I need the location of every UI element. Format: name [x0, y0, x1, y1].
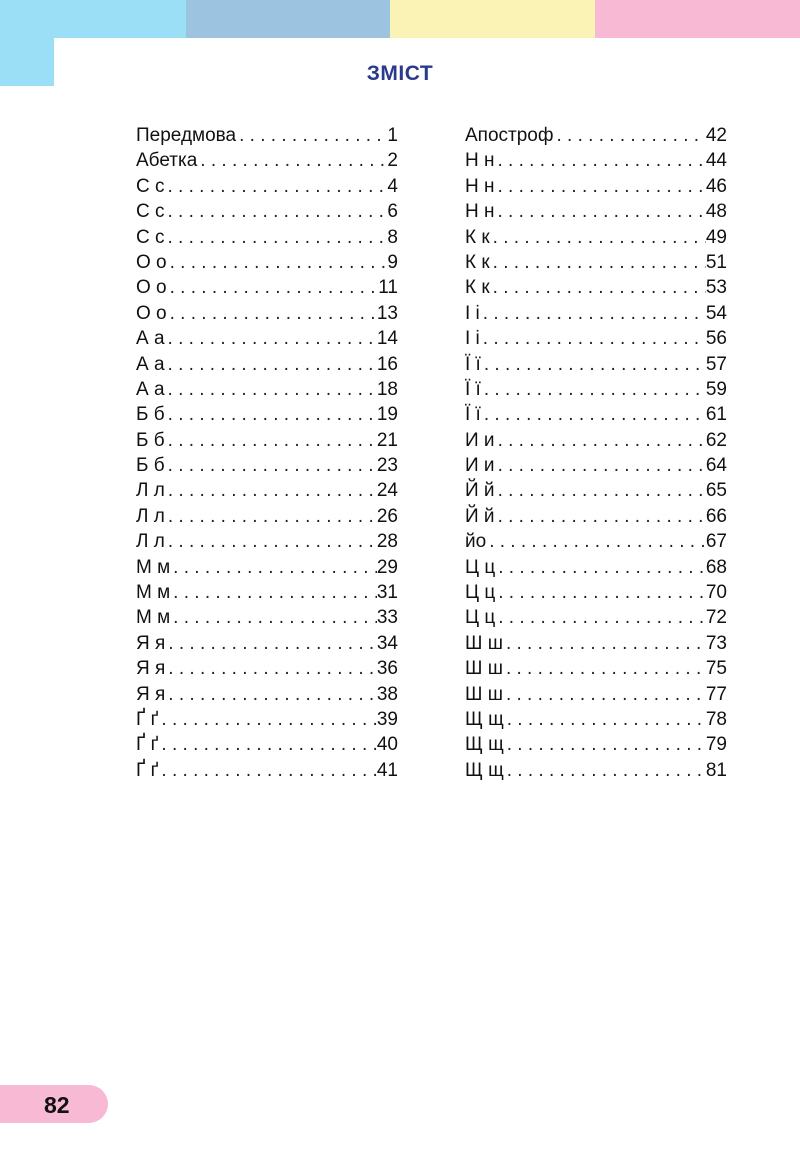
- header-band-blue: [0, 0, 186, 38]
- toc-entry-page: 75: [705, 658, 727, 680]
- toc-dot-leader: [495, 580, 706, 605]
- toc-entry: [136, 758, 398, 783]
- toc-entry-page: 48: [705, 201, 727, 223]
- toc-dot-leader: [490, 275, 706, 300]
- toc-entry-label: С с: [136, 226, 165, 248]
- toc-entry-page: 41: [376, 759, 398, 781]
- toc-entry-label: Ц ц: [465, 582, 496, 604]
- toc-entry-page: 39: [376, 708, 398, 730]
- toc-entry: [136, 428, 398, 453]
- toc-entry: [136, 402, 398, 427]
- toc-entry: [465, 555, 727, 580]
- toc-dot-leader: [165, 377, 377, 402]
- toc-entry-page: 26: [376, 505, 398, 527]
- toc-entry-label: Щ щ: [465, 734, 504, 756]
- toc-dot-leader: [486, 529, 706, 554]
- toc-entry: [136, 352, 398, 377]
- toc-entry: [136, 250, 398, 275]
- toc-dot-leader: [495, 605, 706, 630]
- toc-entry-page: 14: [376, 328, 398, 350]
- toc-entry-page: 49: [705, 226, 727, 248]
- toc-entry: [136, 123, 398, 148]
- toc-entry-page: 44: [705, 150, 727, 172]
- toc-entry-page: 64: [705, 455, 727, 477]
- toc-entry-page: 56: [705, 328, 727, 350]
- toc-entry-page: 33: [376, 607, 398, 629]
- toc-dot-leader: [158, 758, 376, 783]
- toc-entry-page: 13: [376, 302, 398, 324]
- toc-dot-leader: [495, 504, 706, 529]
- toc-entry: [465, 580, 727, 605]
- toc-entry-page: 57: [705, 353, 727, 375]
- toc-entry-page: 11: [378, 277, 398, 299]
- toc-dot-leader: [158, 732, 376, 757]
- toc-entry-page: 34: [376, 632, 398, 654]
- toc-dot-leader: [495, 555, 706, 580]
- toc-entry: [465, 656, 727, 681]
- toc-entry-page: 78: [705, 708, 727, 730]
- toc-dot-leader: [495, 148, 706, 173]
- page-number: 82: [44, 1092, 70, 1118]
- toc-entry-label: С с: [136, 201, 165, 223]
- toc-entry: [136, 377, 398, 402]
- toc-entry-label: І і: [465, 302, 480, 324]
- header-band-pink: [595, 0, 800, 38]
- toc-dot-leader: [236, 123, 386, 148]
- toc-dot-leader: [490, 250, 706, 275]
- toc-entry-label: И и: [465, 429, 495, 451]
- toc-entry-page: 1: [387, 125, 398, 146]
- toc-entry-page: 81: [705, 759, 727, 781]
- toc-entry: [136, 529, 398, 554]
- toc-entry: [465, 326, 727, 351]
- toc-entry: [465, 174, 727, 199]
- toc-entry: [136, 605, 398, 630]
- toc-entry: [136, 707, 398, 732]
- toc-entry-page: 67: [705, 531, 727, 553]
- toc-entry-page: 38: [376, 683, 398, 705]
- toc-dot-leader: [165, 682, 377, 707]
- toc-entry-page: 16: [376, 353, 398, 375]
- page-title: ЗМІСТ: [366, 62, 434, 85]
- toc-entry-label: Ґ ґ: [136, 708, 159, 730]
- toc-entry-label: Передмова: [136, 125, 237, 146]
- toc-dot-leader: [503, 682, 706, 707]
- toc-entry-page: 6: [387, 201, 398, 223]
- toc-dot-leader: [165, 504, 377, 529]
- toc-dot-leader: [165, 326, 377, 351]
- toc-entry-page: 29: [376, 556, 398, 578]
- toc-entry: [465, 225, 727, 250]
- toc-entry: [465, 732, 727, 757]
- toc-entry-label: О о: [136, 251, 167, 273]
- toc-entry-page: 36: [376, 658, 398, 680]
- toc-entry: [465, 199, 727, 224]
- toc-entry-page: 24: [376, 480, 398, 502]
- toc-entry-label: А а: [136, 328, 165, 350]
- toc-entry-label: К к: [465, 277, 490, 299]
- toc-dot-leader: [480, 326, 706, 351]
- toc-dot-leader: [481, 352, 706, 377]
- toc-dot-leader: [165, 478, 377, 503]
- toc-entry: [136, 148, 398, 173]
- toc-entry: [465, 478, 727, 503]
- toc-entry: [136, 275, 398, 300]
- toc-entry-page: 51: [705, 251, 727, 273]
- toc-entry-page: 23: [376, 455, 398, 477]
- toc-entry: [136, 555, 398, 580]
- toc-entry-label: Б б: [136, 429, 165, 451]
- toc-dot-leader: [167, 301, 377, 326]
- toc-entry: [465, 631, 727, 656]
- toc-entry: [136, 631, 398, 656]
- toc-entry-label: Б б: [136, 455, 165, 477]
- toc-entry-page: 65: [705, 480, 727, 502]
- toc-entry-page: 61: [705, 404, 727, 426]
- toc-entry-label: І і: [465, 328, 480, 350]
- toc-entry-label: Я я: [136, 658, 166, 680]
- toc-entry: [465, 301, 727, 326]
- toc-entry-label: Ґ ґ: [136, 734, 159, 756]
- toc-entry-label: Л л: [136, 480, 165, 502]
- toc-dot-leader: [481, 377, 706, 402]
- toc-dot-leader: [480, 301, 706, 326]
- toc-entry-label: Щ щ: [465, 708, 504, 730]
- toc-entry-label: Ї ї: [465, 404, 481, 426]
- toc-dot-leader: [165, 428, 377, 453]
- toc-entry: [465, 504, 727, 529]
- toc-entry-label: Н н: [465, 150, 495, 172]
- toc-entry-label: Я я: [136, 632, 166, 654]
- toc-entry: [136, 504, 398, 529]
- toc-entry-page: 2: [387, 150, 398, 172]
- toc-dot-leader: [167, 275, 379, 300]
- toc-entry-label: Л л: [136, 531, 165, 553]
- toc-entry-label: Й й: [465, 480, 495, 502]
- toc-entry-page: 59: [705, 378, 727, 400]
- toc-dot-leader: [504, 732, 706, 757]
- toc-entry: [136, 225, 398, 250]
- toc-entry: [136, 478, 398, 503]
- toc-entry-label: Н н: [465, 201, 495, 223]
- toc-entry: [136, 682, 398, 707]
- toc-entry: [465, 605, 727, 630]
- toc-entry-label: Ц ц: [465, 607, 496, 629]
- toc-dot-leader: [503, 656, 706, 681]
- toc-entry-label: А а: [136, 353, 165, 375]
- toc-entry: [465, 123, 727, 148]
- toc-entry-label: С с: [136, 175, 165, 197]
- toc-entry-page: 62: [705, 429, 727, 451]
- toc-dot-leader: [495, 453, 706, 478]
- toc-entry-label: Л л: [136, 505, 165, 527]
- toc-entry: [136, 580, 398, 605]
- toc-dot-leader: [170, 555, 377, 580]
- toc-entry-label: Я я: [136, 683, 166, 705]
- toc-dot-leader: [165, 199, 387, 224]
- toc-dot-leader: [495, 428, 706, 453]
- toc-entry-page: 21: [376, 429, 398, 451]
- toc-entry-page: 31: [376, 582, 398, 604]
- toc-entry-label: Н н: [465, 175, 495, 197]
- toc-column-right: [465, 123, 727, 783]
- toc-entry-label: Б б: [136, 404, 165, 426]
- toc-entry-label: Ш ш: [465, 658, 503, 680]
- toc-entry-label: О о: [136, 302, 167, 324]
- toc-dot-leader: [170, 605, 377, 630]
- toc-dot-leader: [495, 199, 706, 224]
- toc-dot-leader: [495, 174, 706, 199]
- toc-entry-label: М м: [136, 556, 171, 578]
- toc-entry-page: 4: [387, 175, 398, 197]
- toc-entry: [136, 656, 398, 681]
- toc-dot-leader: [481, 402, 706, 427]
- toc-entry: [465, 682, 727, 707]
- toc-entry: [136, 301, 398, 326]
- toc-entry: [136, 732, 398, 757]
- toc-dot-leader: [167, 250, 386, 275]
- toc-entry: [465, 352, 727, 377]
- toc-entry-page: 73: [705, 632, 727, 654]
- toc-entry-label: Абетка: [136, 150, 198, 172]
- toc-entry-label: К к: [465, 251, 490, 273]
- toc-entry: [465, 250, 727, 275]
- toc-entry-label: Ц ц: [465, 556, 496, 578]
- toc-entry-label: Апостроф: [465, 125, 554, 146]
- toc-entry-label: М м: [136, 607, 171, 629]
- toc-entry-page: 77: [705, 683, 727, 705]
- toc-dot-leader: [165, 631, 377, 656]
- toc-dot-leader: [165, 656, 377, 681]
- toc-dot-leader: [495, 478, 706, 503]
- toc-entry-label: Ш ш: [465, 683, 503, 705]
- toc-dot-leader: [504, 758, 706, 783]
- toc-entry-page: 19: [376, 404, 398, 426]
- toc-entry: [465, 758, 727, 783]
- toc-dot-leader: [165, 352, 377, 377]
- toc-entry-page: 70: [705, 582, 727, 604]
- toc-entry-label: О о: [136, 277, 167, 299]
- toc-entry-label: А а: [136, 378, 165, 400]
- toc-dot-leader: [165, 174, 387, 199]
- toc-entry-page: 9: [387, 251, 398, 273]
- toc-entry-label: И и: [465, 455, 495, 477]
- toc-dot-leader: [165, 402, 377, 427]
- toc-entry-page: 66: [705, 505, 727, 527]
- toc-entry: [465, 707, 727, 732]
- toc-dot-leader: [490, 225, 706, 250]
- toc-entry-label: Щ щ: [465, 759, 504, 781]
- toc-entry: [136, 174, 398, 199]
- toc-entry: [465, 453, 727, 478]
- toc-dot-leader: [170, 580, 377, 605]
- toc-entry-label: йо: [465, 531, 487, 553]
- header-band-yellow: [390, 0, 595, 38]
- toc-dot-leader: [503, 631, 706, 656]
- toc-entry-label: Ї ї: [465, 353, 481, 375]
- toc-entry: [465, 148, 727, 173]
- toc-column-left: [136, 123, 398, 783]
- toc-entry-label: М м: [136, 582, 171, 604]
- toc-dot-leader: [158, 707, 376, 732]
- toc-entry-label: К к: [465, 226, 490, 248]
- toc-entry: [465, 377, 727, 402]
- toc-entry: [465, 428, 727, 453]
- toc-entry-page: 8: [387, 226, 398, 248]
- toc-entry: [465, 529, 727, 554]
- toc-entry-label: Ґ ґ: [136, 759, 159, 781]
- toc-entry-page: 28: [376, 531, 398, 553]
- toc-dot-leader: [165, 453, 377, 478]
- toc-entry-page: 54: [705, 302, 727, 324]
- toc-entry-page: 46: [705, 175, 727, 197]
- toc-entry: [465, 275, 727, 300]
- toc-entry-label: Й й: [465, 505, 495, 527]
- toc-entry-page: 72: [705, 607, 727, 629]
- toc-entry: [465, 402, 727, 427]
- toc-entry-label: Ї ї: [465, 378, 481, 400]
- toc-dot-leader: [554, 123, 706, 148]
- toc-entry-page: 40: [376, 734, 398, 756]
- toc-dot-leader: [504, 707, 706, 732]
- toc-dot-leader: [197, 148, 386, 173]
- toc-entry-label: Ш ш: [465, 632, 503, 654]
- toc-entry-page: 18: [376, 378, 398, 400]
- toc-entry: [136, 453, 398, 478]
- toc-entry-page: 68: [705, 556, 727, 578]
- toc-entry: [136, 199, 398, 224]
- toc-entry: [136, 326, 398, 351]
- toc-entry-page: 42: [705, 125, 727, 146]
- toc-dot-leader: [165, 529, 377, 554]
- toc-dot-leader: [165, 225, 387, 250]
- toc-entry-page: 79: [705, 734, 727, 756]
- toc-entry-page: 53: [705, 277, 727, 299]
- header-band-steel: [186, 0, 390, 38]
